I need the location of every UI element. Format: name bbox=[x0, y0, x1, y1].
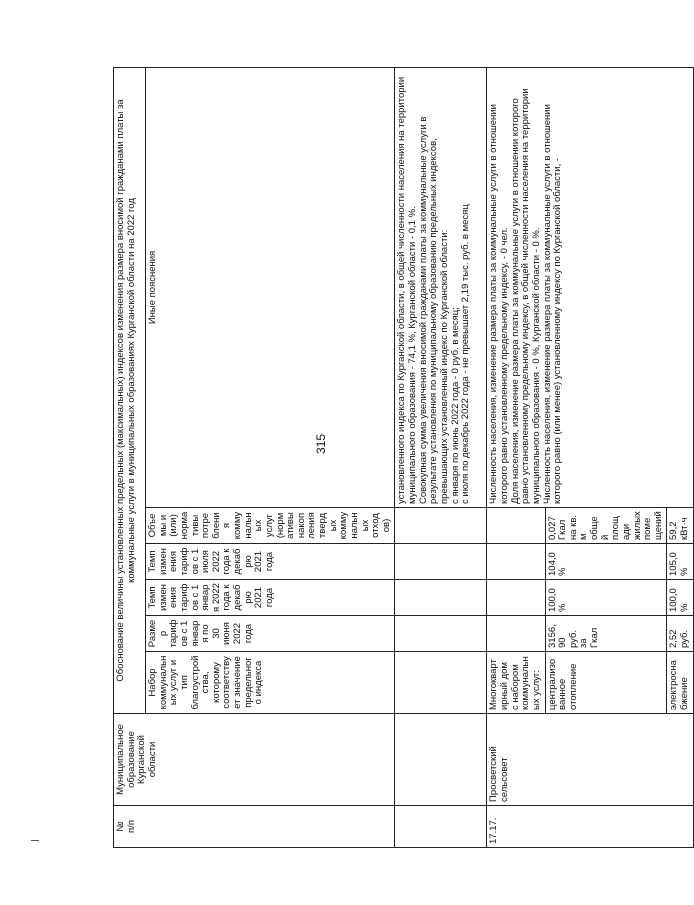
cell-empty bbox=[487, 508, 545, 544]
cell-notes: Численность населения, изменение размера платы за коммунальные услуги в отношении которого равно установленному предельному индексу, - 0 чел. Доля населения, изменение размера платы за коммунальные услуги в отношении которого равно установленному предельному индексу, в общей численности населения на территории муниципального образования - 0 %, Курганской области - 0 %. Численность населения, изменение размера платы за коммунальные услуги в отношении которого равно (или менее) установленному индексу по Курганской области, - bbox=[487, 67, 693, 507]
cell-empty bbox=[395, 616, 487, 652]
header-volumes: Объемы и (или) нормативы потребления коммунальных услуг (нормативы накопления твердых коммунальных отходов) bbox=[146, 508, 395, 544]
cell-empty bbox=[395, 714, 487, 806]
cell-empty bbox=[395, 508, 487, 544]
indices-table bbox=[113, 67, 694, 848]
cell-tariff: 2,52 руб. bbox=[667, 616, 693, 652]
cell-volume: 59,2 кВт·ч bbox=[667, 508, 693, 544]
table-row-continued bbox=[395, 67, 487, 847]
cell-municipality: Просветский сельсовет bbox=[487, 714, 693, 806]
cell-volume: 0,027 Гкал на кв. м общей площади жилых помещений bbox=[545, 508, 667, 544]
header-tariff-size: Размер тарифов с 1 января по 30 июня 2022 года bbox=[146, 616, 395, 652]
cell-tariff: 3156,90 руб. за Гкал bbox=[545, 616, 667, 652]
cell-empty bbox=[487, 616, 545, 652]
header-rate-jul: Темп изменения тарифов с 1 июля 2022 года к декабрю 2021 года bbox=[146, 544, 395, 580]
cell-empty bbox=[395, 806, 487, 848]
table-row-17-17-heading bbox=[487, 67, 545, 847]
cell-service-name: централизованное отопление bbox=[545, 652, 667, 714]
cell-set-heading: Многоквартирный дом с набором коммунальных услуг: bbox=[487, 652, 545, 714]
header-notes: Иные пояснения bbox=[146, 67, 395, 507]
cell-empty bbox=[395, 580, 487, 616]
cell-rate-jan: 100,0 % bbox=[667, 580, 693, 616]
cell-rate-jan: 100,0 % bbox=[545, 580, 667, 616]
rotated-table-wrapper bbox=[113, 68, 690, 848]
cell-notes-continued: установленного индекса по Курганской области, в общей численности населения на территории муниципального образования - 74,1 %, Курганской области - 0,1 %. Совокупная сумма увеличения вносимой гражданами платы за коммунальные услуги в результате установления по муниципальному образованию предельных индексов, превышающих установленный индекс по Курганской области: с января по июнь 2022 года - 0 руб. в месяц; с июля по декабрь 2022 года - не превышает 2,19 тыс. руб. в месяц bbox=[395, 67, 487, 507]
header-rate-jan: Темп изменения тарифов с 1 января 2022 года к декабрю 2021 года bbox=[146, 580, 395, 616]
cell-empty bbox=[487, 580, 545, 616]
margin-mark bbox=[31, 840, 39, 841]
cell-empty bbox=[395, 652, 487, 714]
cell-rate-jul: 104,0 % bbox=[545, 544, 667, 580]
cell-rate-jul: 105,0 % bbox=[667, 544, 693, 580]
header-set: Набор коммунальных услуг и тип благоустройства, которому соответствует значение предельного индекса bbox=[146, 652, 395, 714]
header-justification: Обоснование величины установленных предельных (максимальных) индексов изменения размера вносимой гражданами платы за коммунальные услуги в муниципальных образованиях Курганской области на 2022 год bbox=[114, 67, 146, 713]
page-number: 315 bbox=[314, 433, 328, 455]
header-row-1 bbox=[114, 67, 146, 847]
header-municipality: Муниципальное образование Курганской области bbox=[114, 714, 395, 806]
cell-service-name: электроснабжение bbox=[667, 652, 693, 714]
cell-empty bbox=[395, 544, 487, 580]
cell-empty bbox=[487, 544, 545, 580]
cell-row-number: 17.17. bbox=[487, 806, 693, 848]
header-num: № п/п bbox=[114, 806, 395, 848]
